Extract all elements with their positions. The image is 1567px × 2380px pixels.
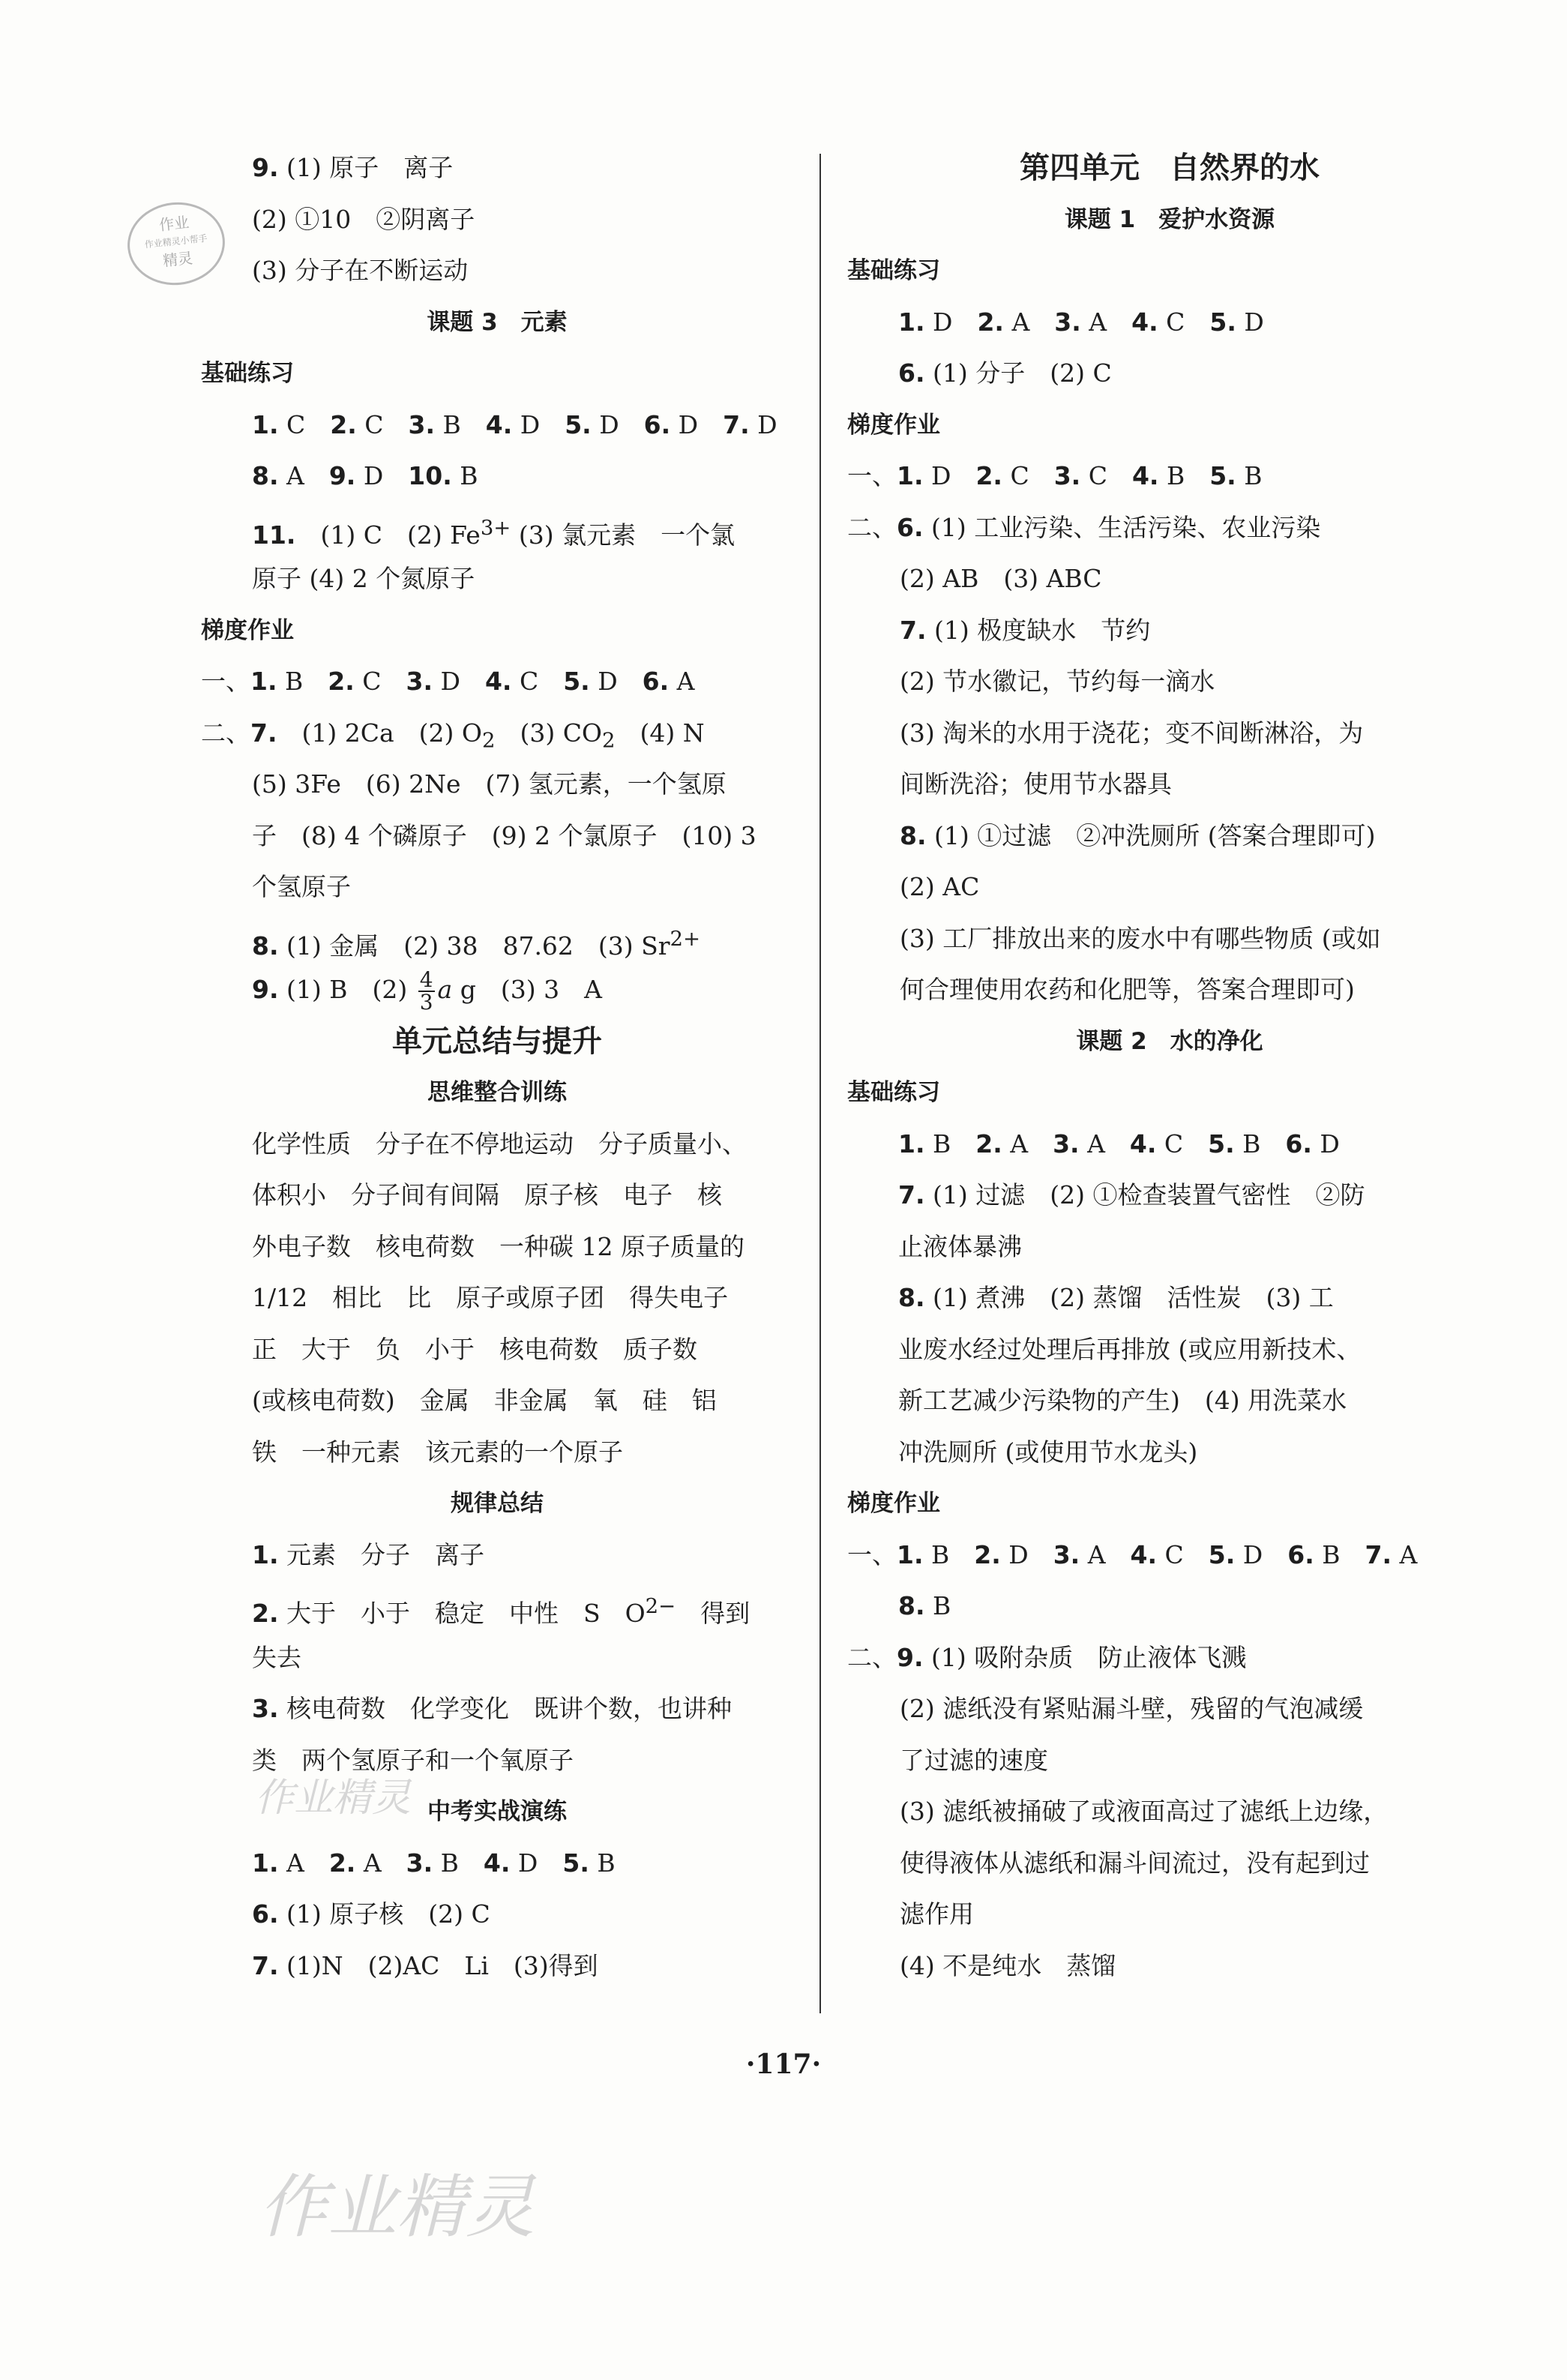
right-answer-line: 使得液体从滤纸和漏斗间流过，没有起到过 [900,1848,1370,1878]
right-answer-line: (3) 工厂排放出来的废水中有哪些物质 (或如 [900,923,1381,953]
right-answer-line: (2) AB (3) ABC [900,564,1102,593]
right-answer-line: 7. (1) 过滤 (2) ①检查装置气密性 ②防 [898,1180,1365,1209]
left-answer-line: (2) ①10 ②阴离子 [252,204,475,234]
left-heading: 思维整合训练 [427,1079,567,1106]
stamp-line-3: 精灵 [162,248,194,270]
left-heading: 梯度作业 [201,616,294,644]
right-answer-line: 新工艺减少污染物的产生) (4) 用洗菜水 [898,1386,1347,1415]
left-answer-line: 个氢原子 [252,872,351,901]
left-answer-line: 1. A 2. A 3. B 4. D 5. B [252,1848,616,1878]
left-answer-line: 7. (1)N (2)AC Li (3)得到 [252,1950,598,1980]
left-answer-line: 体积小 分子间有间隔 原子核 电子 核 [252,1180,722,1209]
left-heading: 中考实战演练 [427,1798,567,1825]
left-answer-line: (或核电荷数) 金属 非金属 氧 硅 铝 [252,1386,717,1415]
right-heading: 课题 1 爱护水资源 [1064,205,1275,233]
right-answer-line: 滤作用 [900,1899,974,1929]
left-answer-line: 失去 [252,1642,301,1672]
left-answer-line: 2. 大于 小于 稳定 中性 S $O^{2-}$ 得到 [252,1594,751,1628]
right-heading: 第四单元 自然界的水 [1020,151,1320,185]
right-heading: 梯度作业 [847,1490,940,1517]
left-answer-line: 1/12 相比 比 原子或原子团 得失电子 [252,1283,729,1312]
right-answer-line: (2) 节水徽记，节约每一滴水 [900,667,1215,696]
watermark-bottom: 作业精灵 [259,2167,535,2247]
right-heading: 基础练习 [847,257,940,284]
right-answer-line: 二、6. (1) 工业污染、生活污染、农业污染 [847,512,1321,542]
right-heading: 课题 2 水的净化 [1076,1027,1263,1055]
right-answer-line: 二、9. (1) 吸附杂质 防止液体飞溅 [847,1642,1247,1672]
right-answer-line: (2) AC [900,872,980,901]
left-answer-line: 3. 核电荷数 化学变化 既讲个数，也讲种 [252,1694,732,1723]
left-answer-line: 9. (1) B (2) $\frac{4}{3}$ a g (3) 3 A [252,967,602,1015]
right-answer-line: 冲洗厕所 (或使用节水龙头) [898,1437,1198,1467]
right-answer-line: (3) 淘米的水用于浇花；变不间断淋浴，为 [900,718,1364,748]
left-answer-line: (5) 3Fe (6) 2Ne (7) 氢元素，一个氢原 [252,769,727,799]
left-answer-line: 二、7. (1) 2Ca (2) $O_2$ (3) $CO_2$ (4) N [201,718,705,753]
left-answer-line: 8. A 9. D 10. B [252,461,478,490]
right-answer-line: 8. B [898,1591,951,1620]
right-answer-line: 6. (1) 分子 (2) C [898,358,1112,388]
right-answer-line: 7. (1) 极度缺水 节约 [900,615,1151,645]
right-answer-line: 8. (1) 煮沸 (2) 蒸馏 活性炭 (3) 工 [898,1283,1334,1312]
watermark-mid: 作业精灵 [255,1776,412,1821]
left-heading: 基础练习 [201,360,294,387]
right-answer-line: 一、1. B 2. D 3. A 4. C 5. D 6. B 7. A [847,1539,1418,1569]
right-answer-line: (3) 滤纸被捅破了或液面高过了滤纸上边缘， [900,1797,1389,1826]
left-answer-line: 原子 (4) 2 个氮原子 [252,564,475,593]
left-answer-line: 外电子数 核电荷数 一种碳 12 原子质量的 [252,1231,745,1261]
left-answer-line: 9. (1) 原子 离子 [252,153,454,182]
left-answer-line: 6. (1) 原子核 (2) C [252,1899,490,1929]
right-answer-line: 8. (1) ①过滤 ②冲洗厕所 (答案合理即可) [900,820,1376,850]
left-answer-line: 子 (8) 4 个磷原子 (9) 2 个氯原子 (10) 3 [252,820,757,850]
stamp-line-1: 作业 [158,213,190,235]
right-heading: 梯度作业 [847,411,940,439]
right-heading: 基础练习 [847,1079,940,1106]
right-answer-line: 何合理使用农药和化肥等，答案合理即可) [900,975,1355,1004]
right-column [847,142,1492,1992]
left-answer-line: 类 两个氢原子和一个氧原子 [252,1745,574,1775]
right-answer-line: 1. D 2. A 3. A 4. C 5. D [898,307,1264,337]
left-answer-line: 铁 一种元素 该元素的一个原子 [252,1437,623,1467]
right-answer-line: 了过滤的速度 [900,1745,1048,1775]
left-answer-line: 正 大于 负 小于 核电荷数 质子数 [252,1334,697,1364]
right-answer-line: 业废水经过处理后再排放 (或应用新技术、 [898,1334,1362,1364]
left-answer-line: 11. (1) C (2) $Fe^{3+}$ (3) 氯元素 一个氯 [252,515,736,550]
stamp-line-2: 作业精灵小帮手 [144,232,208,250]
right-answer-line: 1. B 2. A 3. A 4. C 5. B 6. D [898,1129,1340,1159]
left-answer-line: 一、1. B 2. C 3. D 4. C 5. D 6. A [201,667,695,696]
left-answer-line: (3) 分子在不断运动 [252,256,469,285]
right-answer-line: (2) 滤纸没有紧贴漏斗壁，残留的气泡减缓 [900,1694,1364,1723]
page-number: ·117· [745,2049,822,2080]
left-answer-line: 化学性质 分子在不停地运动 分子质量小、 [252,1129,747,1159]
left-heading: 课题 3 元素 [427,308,568,336]
right-answer-line: (4) 不是纯水 蒸馏 [900,1950,1116,1980]
left-heading: 规律总结 [451,1490,544,1517]
left-answer-line: 1. 元素 分子 离子 [252,1539,484,1569]
left-heading: 单元总结与提升 [392,1024,602,1059]
right-answer-line: 一、1. D 2. C 3. C 4. B 5. B [847,461,1263,490]
left-answer-line: 8. (1) 金属 (2) 38 87.62 (3) $Sr^{2+}$ [252,926,701,961]
left-answer-line: 1. C 2. C 3. B 4. D 5. D 6. D 7. D [252,409,778,439]
column-divider [819,154,821,2013]
left-column [201,142,793,1992]
right-answer-line: 间断洗浴；使用节水器具 [900,769,1172,799]
right-answer-line: 止液体暴沸 [898,1231,1022,1261]
